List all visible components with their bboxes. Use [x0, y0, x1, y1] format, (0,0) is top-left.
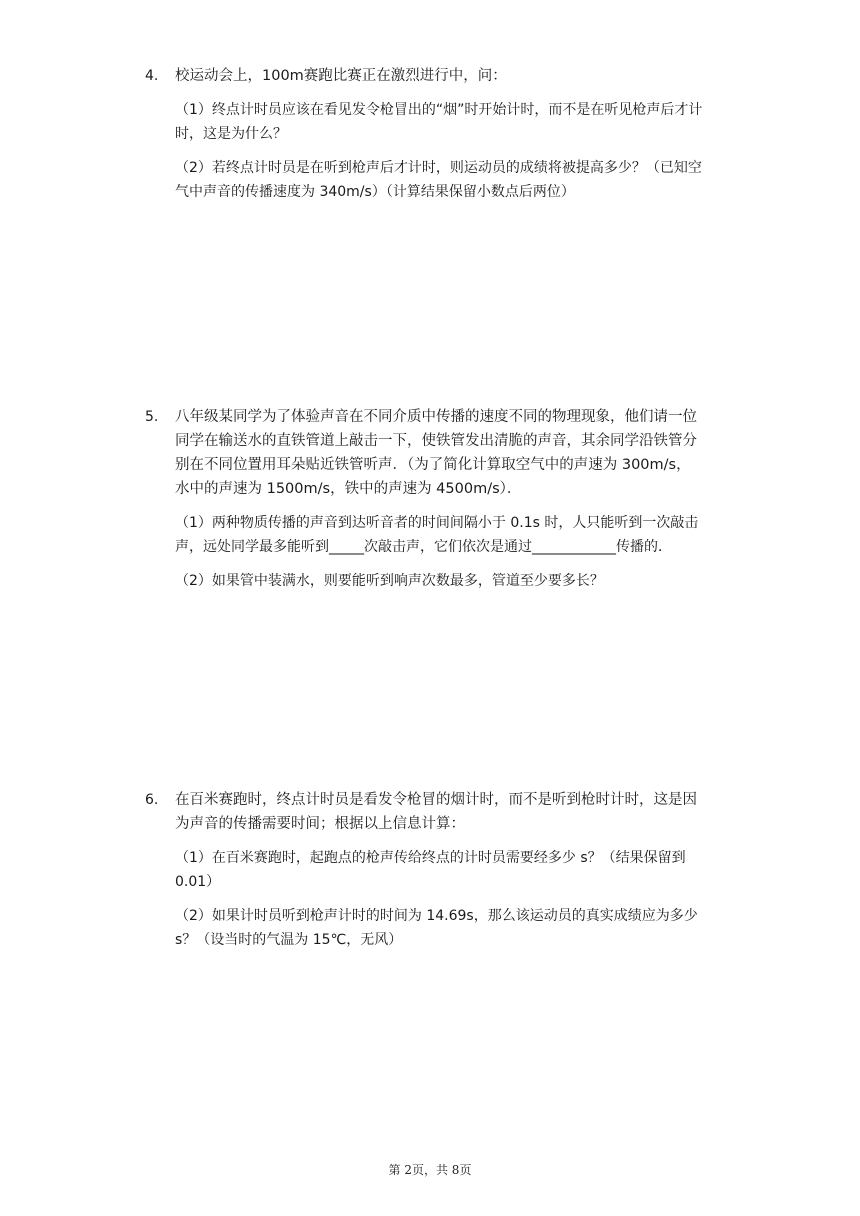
question-stem: 在百米赛跑时，终点计时员是看发令枪冒的烟计时，而不是听到枪时计时，这是因为声音的传播需要时间；根据以上信息计算： [175, 792, 697, 832]
question-part-2: （2）如果管中装满水，则要能听到响声次数最多，管道至少要多长？ [175, 573, 604, 589]
question-number: 6. [145, 792, 159, 808]
question-number: 5. [145, 409, 159, 425]
question-4 [145, 64, 705, 204]
question-stem: 校运动会上，100m赛跑比赛正在激烈进行中，问： [175, 68, 507, 84]
question-part-2: （2）如果计时员听到枪声计时的时间为 14.69s，那么该运动员的真实成绩应为多少 s？（设当时的气温为 15℃，无风） [175, 908, 703, 948]
question-part-1: （1）终点计时员应该在看见发令枪冒出的“烟”时开始计时，而不是在听见枪声后才计时，这是为什么？ [175, 102, 703, 142]
question-part-2: （2）若终点计时员是在听到枪声后才计时，则运动员的成绩将被提高多少？（已知空气中声音的传播速度为 340m/s）（计算结果保留小数点后两位） [175, 160, 702, 200]
question-part-1: （1）在百米赛跑时，起跑点的枪声传给终点的计时员需要经多少 s？（结果保留到 0.01） [175, 850, 691, 890]
question-part-1: （1）两种物质传播的声音到达听音者的时间间隔小于 0.1s 时，人只能听到一次敲击声，远处同学最多能听到_____次敲击声，它们依次是通过____________传播的． [175, 515, 699, 555]
question-6 [145, 788, 705, 952]
question-stem: 八年级某同学为了体验声音在不同介质中传播的速度不同的物理现象，他们请一位同学在输送水的直铁管道上敲击一下，使铁管发出清脆的声音，其余同学沿铁管分别在不同位置用耳朵贴近铁管听声．（为了简化计算取空气中的声速为 300m/s，水中的声速为 1500m/s，铁中的声速为 4500m/s）． [175, 409, 697, 497]
page-footer: 第 2页，共 8页 [388, 1163, 472, 1177]
question-5 [145, 405, 705, 593]
question-number: 4. [145, 68, 159, 84]
